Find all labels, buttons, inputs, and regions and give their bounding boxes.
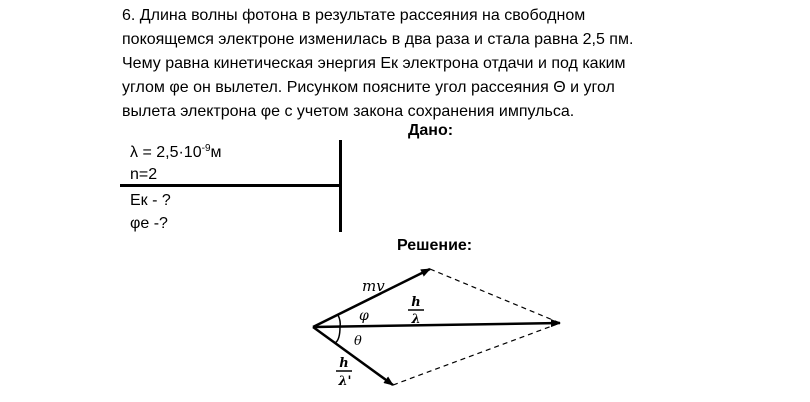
- dashed-side-top: [430, 269, 560, 323]
- label-h-bottom-numerator: h: [339, 356, 349, 371]
- given-heading: Дано:: [408, 122, 454, 139]
- label-h-top-numerator: h: [411, 295, 421, 310]
- label-h-bottom-denominator: λ': [338, 374, 352, 389]
- find-kinetic-energy: Ек - ?: [130, 192, 171, 209]
- label-mv: mv: [362, 277, 385, 295]
- dashed-side-bottom: [393, 323, 560, 385]
- label-theta: θ: [354, 334, 362, 349]
- lambda-base: λ = 2,5·10: [130, 144, 202, 161]
- lambda-unit: м: [210, 144, 222, 161]
- problem-line-4: углом φе он вылетел. Рисунком поясните угол рассеяния Θ и угол: [122, 79, 615, 96]
- problem-line-2: покоящемся электроне изменилась в два раза и стала равна 2,5 пм.: [122, 31, 634, 48]
- lambda-exponent: -9: [201, 143, 211, 154]
- scattered-photon-arrow: [313, 327, 393, 385]
- incident-photon-arrow: [313, 323, 560, 327]
- solution-heading: Решение:: [397, 237, 473, 254]
- theta-angle-arc: [335, 327, 340, 343]
- phi-angle-arc: [338, 315, 340, 327]
- label-phi: φ: [359, 308, 369, 324]
- problem-line-5: вылета электрона φе с учетом закона сохранения импульса.: [122, 103, 575, 120]
- given-n: n=2: [130, 166, 158, 183]
- problem-line-1: 6. Длина волны фотона в результате рассеяния на свободном: [122, 7, 586, 24]
- find-angle: φе -?: [130, 215, 168, 232]
- problem-line-3: Чему равна кинетическая энергия Ек электрона отдачи и под каким: [122, 55, 626, 72]
- label-h-top-denominator: λ: [411, 312, 421, 327]
